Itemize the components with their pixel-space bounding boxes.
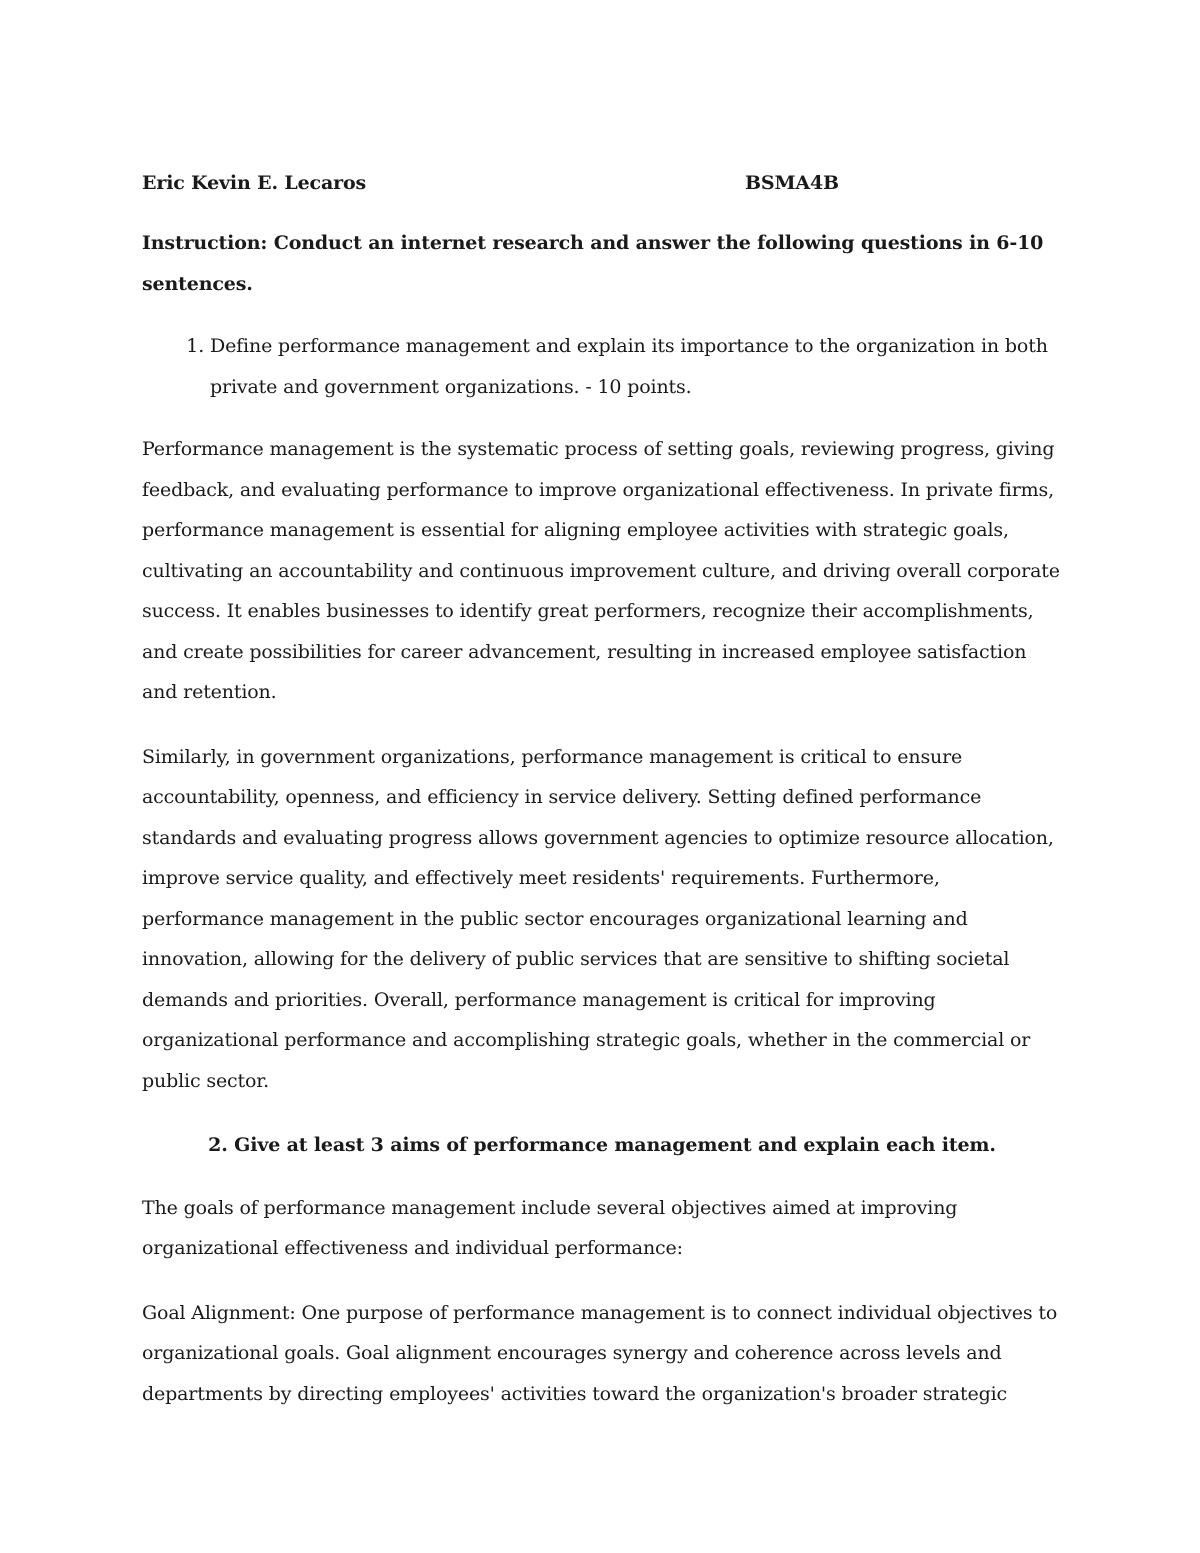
question-1: 1. Define performance management and explain its importance to the organization in both private and government organizations. - 10 points. xyxy=(210,326,1062,407)
answer-1-paragraph-1: Performance management is the systematic process of setting goals, reviewing progress, giving feedback, and evaluating performance to improve organizational effectiveness. In private firms, performance management is essential for aligning employee activities with strategic goals, cultivating an accountability and continuous improvement culture, and driving overall corporate success. It enables businesses to identify great performers, recognize their accomplishments, and create possibilities for career advancement, resulting in increased employee satisfaction and retention. xyxy=(142,438,1060,703)
student-name: Eric Kevin E. Lecaros xyxy=(142,172,367,194)
answer-2-intro: The goals of performance management include several objectives aimed at improving organizational effectiveness and individual performance: xyxy=(142,1196,958,1259)
document-header xyxy=(142,163,1062,203)
question-list xyxy=(142,326,1062,407)
answer-2-goal-alignment: Goal Alignment: One purpose of performance management is to connect individual objectives to organizational goals. Goal alignment encourages synergy and coherence across levels and departments by directing employees' activities toward the organization's broader strategic xyxy=(142,1301,1058,1405)
instruction-text: Instruction: Conduct an internet research and answer the following questions in 6-10 sentences. xyxy=(142,232,1044,295)
document-body xyxy=(142,163,1062,1438)
student-section: BSMA4B xyxy=(745,172,839,194)
question-2: 2. Give at least 3 aims of performance management and explain each item. xyxy=(208,1134,996,1156)
answer-1-paragraph-2: Similarly, in government organizations, performance management is critical to ensure accountability, openness, and efficiency in service delivery. Setting defined performance standards and evaluating progress allows government agencies to optimize resource allocation, improve service quality, and effectively meet residents' requirements. Furthermore, performance management in the public sector encourages organizational learning and innovation, allowing for the delivery of public services that are sensitive to shifting societal demands and priorities. Overall, performance management is critical for improving organizational performance and accomplishing strategic goals, whether in the commercial or public sector. xyxy=(142,745,1054,1092)
